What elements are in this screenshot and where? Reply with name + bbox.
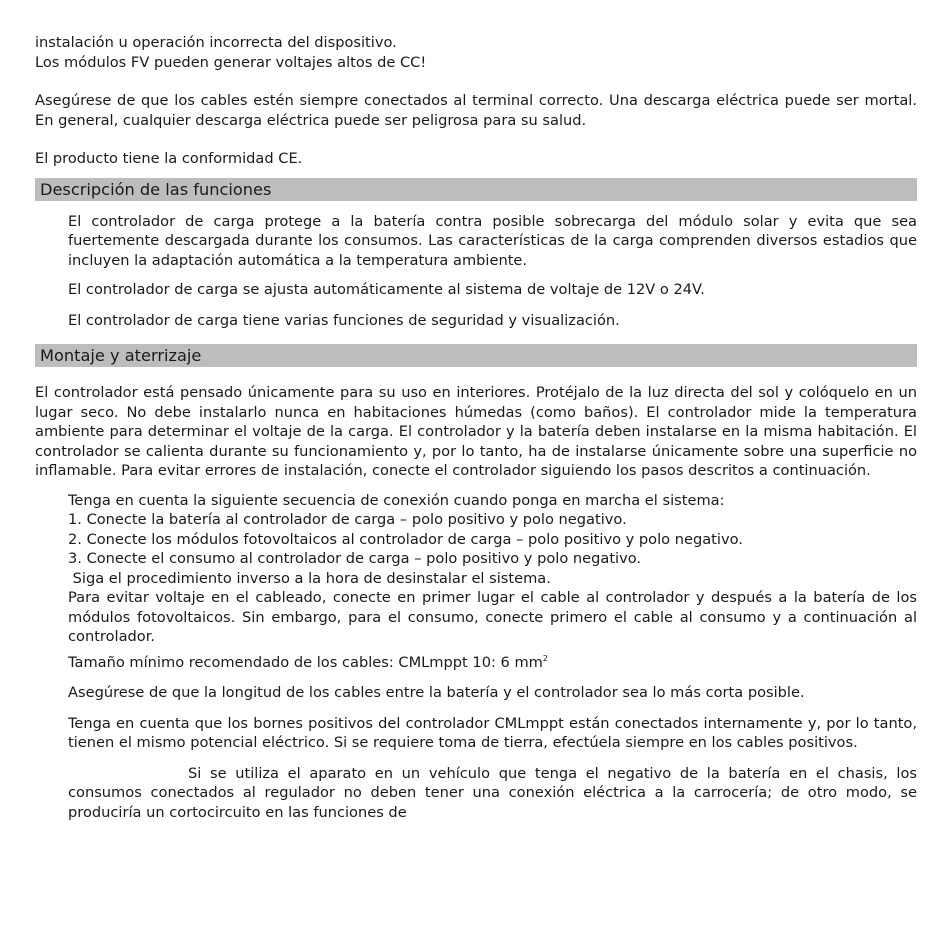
intro-line-2: Los módulos FV pueden generar voltajes altos de CC! <box>35 53 427 71</box>
vehicle-paragraph <box>68 764 917 823</box>
sequence-step-1: 1. Conecte la batería al controlador de carga – polo positivo y polo negativo. <box>68 511 627 528</box>
cabling-paragraph: Para evitar voltaje en el cableado, conecte en primer lugar el cable al controlador y después a la batería de los módulos fotovoltaicos. Sin embargo, para el consumo, conecte primero el cable al consumo y a continuación al controlador. <box>68 589 917 645</box>
functions-paragraph-3: El controlador de carga tiene varias funciones de seguridad y visualización. <box>68 311 620 329</box>
cable-size-line <box>68 649 917 673</box>
functions-paragraph-2: El controlador de carga se ajusta automáticamente al sistema de voltaje de 12V o 24V. <box>68 281 705 298</box>
warning-paragraph: Asegúrese de que los cables estén siempre conectados al terminal correcto. Una descarga eléctrica puede ser mortal. En general, cualquier descarga eléctrica puede ser peligrosa para su salud. <box>35 92 917 129</box>
vehicle-text: Si se utiliza el aparato en un vehículo que tenga el negativo de la batería en el chasis, los consumos conectados al regulador no deben tener una conexión eléctrica a la carrocería; de otro modo, se produciría un cortocircuito en las funciones de <box>68 764 917 821</box>
sequence-intro: Tenga en cuenta la siguiente secuencia de conexión cuando ponga en marcha el sistema: <box>68 491 725 509</box>
positive-terminals-paragraph: Tenga en cuenta que los bornes positivos del controlador CMLmppt están conectados internamente y, por lo tanto, tienen el mismo potencial eléctrico. Si se requiere toma de tierra, efectúela siempre en los cables positivos. <box>68 714 917 751</box>
functions-paragraph-1: El controlador de carga protege a la batería contra posible sobrecarga del módulo solar y evita que sea fuertemente descargada durante los consumos. Las características de la carga comprenden diversos estadios que incluyen la adaptación automática a la temperatura ambiente. <box>68 212 917 269</box>
cable-length-paragraph: Asegúrese de que la longitud de los cables entre la batería y el controlador sea lo más corta posible. <box>68 684 805 701</box>
mounting-paragraph: El controlador está pensado únicamente para su uso en interiores. Protéjalo de la luz directa del sol y colóquelo en un lugar seco. No debe instalarlo nunca en habitaciones húmedas (como baños). El controlador mide la temperatura ambiente para determinar el voltaje de la carga. El controlador y la batería deben instalarse en la misma habitación. El controlador se calienta durante su funcionamiento y, por lo tanto, ha de instalarse únicamente sobre una superficie no inflamable. Para evitar errores de instalación, conecte el controlador siguiendo los pasos descritos a continuación. <box>35 384 917 479</box>
cable-size-text: Tamaño mínimo recomendado de los cables: CMLmppt 10: 6 mm <box>68 653 543 671</box>
section-heading-mounting: Montaje y aterrizaje <box>35 344 917 367</box>
section-heading-functions: Descripción de las funciones <box>35 178 917 201</box>
sequence-step-2: 2. Conecte los módulos fotovoltaicos al controlador de carga – polo positivo y polo negativo. <box>68 530 743 548</box>
intro-line-1: instalación u operación incorrecta del dispositivo. <box>35 34 397 51</box>
document-page <box>35 33 917 822</box>
ce-paragraph: El producto tiene la conformidad CE. <box>35 150 303 167</box>
cable-size-superscript: 2 <box>542 653 548 663</box>
sequence-step-3: 3. Conecte el consumo al controlador de carga – polo positivo y polo negativo. <box>68 550 642 567</box>
reverse-procedure: Siga el procedimiento inverso a la hora de desinstalar el sistema. <box>68 569 551 587</box>
